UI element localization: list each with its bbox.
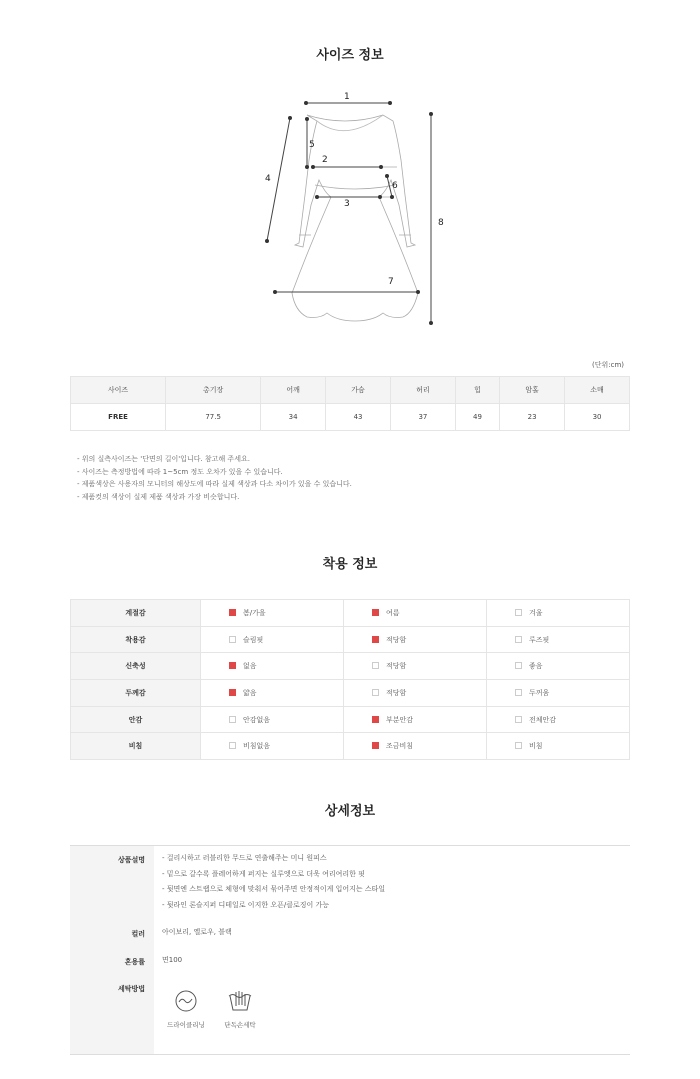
fit-option-label: 좋음 [529,662,543,671]
measure-label-5: 5 [309,140,315,150]
fit-option-label: 전체안감 [529,715,557,724]
product-desc [162,851,385,913]
hand-wash-icon [227,988,253,1014]
detail-info-title: 상세정보 [324,804,376,819]
fit-option [487,680,630,707]
unchecked-box-icon [515,716,522,723]
detail-label-column [70,846,154,1054]
fit-option [201,626,344,653]
checked-box-icon [372,742,379,749]
desc-line: - 걸리시하고 러블리한 무드로 연출해주는 미니 원피스 [162,854,327,862]
unchecked-box-icon [515,662,522,669]
header-cell: 사이즈 [71,377,166,404]
header-cell: 암홀 [500,377,565,404]
fit-option [201,680,344,707]
size-cell: FREE [71,404,166,431]
fit-option [344,626,487,653]
dry-clean-icon [173,988,199,1014]
unchecked-box-icon [515,689,522,696]
fit-option [344,653,487,680]
size-cell: 37 [390,404,455,431]
fit-option-label: 조금비침 [386,742,414,751]
fit-option-label: 비침 [529,742,543,751]
size-cell: 49 [455,404,499,431]
fit-row-label: 신축성 [71,653,201,680]
fit-option [344,733,487,760]
wash-text: 드라이클리닝 [167,1021,205,1029]
desc-line: - 뒷라인 론슬지퍼 디테일로 이지한 오픈/클로징이 가능 [162,900,329,909]
size-cell: 34 [261,404,326,431]
fit-option [201,706,344,733]
size-table-header [71,377,630,404]
header-cell: 허리 [390,377,455,404]
wash-item [162,988,210,1029]
size-table-row [71,404,630,431]
fit-option [201,653,344,680]
fit-option [344,706,487,733]
checked-box-icon [229,689,236,696]
fit-row-label: 안감 [71,706,201,733]
fit-option-label: 겨울 [529,608,543,617]
fit-option-label: 안감없음 [243,715,271,724]
fit-option-label: 얇음 [243,688,257,697]
fit-option-label: 슬림핏 [243,635,264,644]
note-line: - 제품컷의 색상이 실제 제품 색상과 가장 비슷합니다. [77,492,240,501]
fit-row [71,733,630,760]
dress-size-diagram [255,85,455,330]
unchecked-box-icon [515,742,522,749]
measure-label-2: 2 [322,155,328,165]
unchecked-box-icon [229,742,236,749]
fit-option-label: 두꺼움 [529,688,550,697]
size-table [70,376,630,431]
checked-box-icon [372,609,379,616]
fit-option-label: 적당함 [386,635,407,644]
fit-row-label: 두께감 [71,680,201,707]
header-cell: 가슴 [326,377,391,404]
desc-line: - 밑으로 갈수록 플레어하게 퍼지는 실루엣으로 더욱 여리여리한 핏 [162,869,365,878]
product-desc-label: 상품설명 [117,856,145,864]
size-cell: 30 [565,404,630,431]
measure-label-8: 8 [438,218,444,228]
fit-option-label: 없음 [243,662,257,671]
fabric-label: 혼용률 [124,958,145,966]
fit-option-label: 여름 [386,608,400,617]
unchecked-box-icon [229,716,236,723]
fit-row [71,680,630,707]
measure-label-7: 7 [388,277,394,287]
fabric-value: 면100 [162,956,183,964]
detail-panel [70,845,630,1055]
fit-row [71,626,630,653]
fit-row [71,600,630,627]
wash-text: 단독손세탁 [224,1021,256,1029]
note-line: - 제품색상은 사용자의 모니터의 해상도에 따라 실제 색상과 다소 차이가 있을 수 있습니다. [77,480,352,488]
checked-box-icon [229,609,236,616]
fit-option [487,653,630,680]
header-cell: 힙 [455,377,499,404]
wash-label: 세탁방법 [117,985,145,993]
fit-option-label: 봄/가을 [243,608,266,617]
measure-label-1: 1 [344,92,350,102]
unit-label: (단위:cm) [591,361,624,369]
measure-label-3: 3 [344,199,350,209]
fit-row-label: 계절감 [71,600,201,627]
color-value: 아이보리, 옐로우, 블랙 [162,928,232,936]
unchecked-box-icon [372,689,379,696]
size-cell: 77.5 [166,404,261,431]
header-cell: 총기장 [166,377,261,404]
fit-option-label: 루즈핏 [529,635,550,644]
fit-row [71,653,630,680]
fit-option [487,626,630,653]
fit-option [487,600,630,627]
checked-box-icon [229,662,236,669]
size-cell: 43 [326,404,391,431]
fit-option-label: 부분안감 [386,715,414,724]
note-line: - 위의 실측사이즈는 '단면의 길이'입니다. 참고해 주세요. [77,455,250,463]
checked-box-icon [372,636,379,643]
size-notes [77,453,352,503]
fit-table [70,599,630,760]
size-info-title: 사이즈 정보 [316,48,384,63]
measure-label-6: 6 [392,181,398,191]
fit-row [71,706,630,733]
fit-row-label: 비침 [71,733,201,760]
fit-option [344,680,487,707]
unchecked-box-icon [515,636,522,643]
measure-label-4: 4 [265,174,271,184]
size-cell: 23 [500,404,565,431]
header-cell: 소매 [565,377,630,404]
fit-option [344,600,487,627]
wash-item [216,988,264,1029]
unchecked-box-icon [515,609,522,616]
fit-option-label: 적당함 [386,688,407,697]
header-cell: 어깨 [261,377,326,404]
fit-option [201,600,344,627]
fit-option-label: 비침없음 [243,742,271,751]
unchecked-box-icon [372,662,379,669]
fit-row-label: 착용감 [71,626,201,653]
fit-option-label: 적당함 [386,662,407,671]
desc-line: - 뒷면엔 스트랩으로 체형에 맞춰서 묶어주면 안정적이게 입어지는 스타일 [162,885,386,893]
color-label: 컬러 [131,930,145,938]
fit-option [487,706,630,733]
fit-option [487,733,630,760]
fit-option [201,733,344,760]
note-line: - 사이즈는 측정방법에 따라 1~5cm 정도 오차가 있을 수 있습니다. [77,467,283,476]
checked-box-icon [372,716,379,723]
fit-info-title: 착용 정보 [322,557,378,572]
unchecked-box-icon [229,636,236,643]
